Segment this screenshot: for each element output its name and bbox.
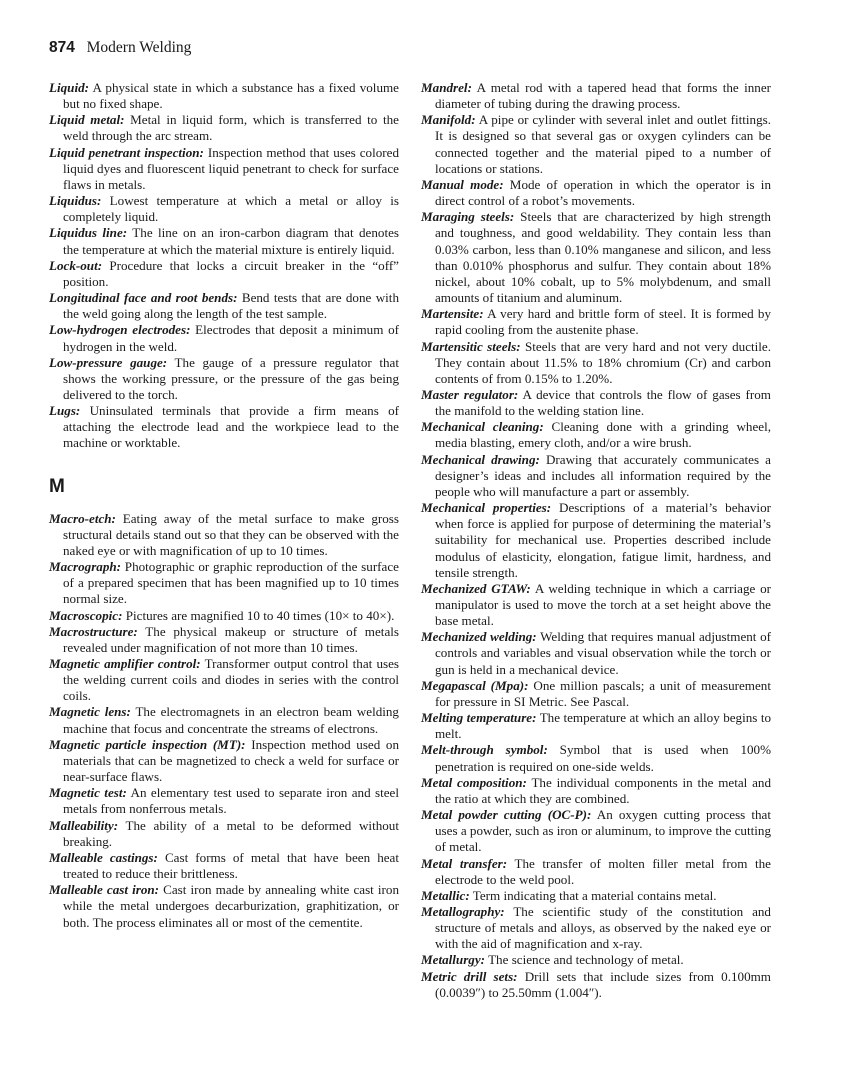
glossary-term: Magnetic particle inspection (MT): [49,736,246,752]
glossary-entry [421,629,771,677]
glossary-definition: A pipe or cylinder with several inlet and outlet fittings. It is designed so that several gas or oxygen cylinders can be connected together and the material piped to a number of locations or stations. [435,112,771,176]
glossary-term: Mechanical properties: [421,500,552,516]
glossary-definition: Uninsulated terminals that provide a firm means of attaching the electrode lead and the workpiece lead to the machine or worktable. [63,403,399,451]
glossary-definition: Descriptions of a material’s behavior when force is applied for purpose of determining the material’s suitability for mechanical use. Properties described include modulus of elasticity, elongation, fatigue limit, hardness, and tensile strength. [435,500,771,580]
glossary-term: Manifold: [421,112,476,128]
glossary-entry [49,290,399,322]
glossary-term: Liquid metal: [49,112,125,128]
glossary-entry [421,112,771,177]
glossary-entry [421,500,771,581]
glossary-definition: Eating away of the metal surface to make gross structural details stand out so that they can be observed with the naked eye or with magnification of up to 10 times. [63,510,399,558]
glossary-entry [421,856,771,888]
glossary-definition: Symbol that is used when 100% penetration is required on one-side welds. [435,742,771,774]
glossary-term: Metallography: [421,903,505,919]
glossary-term: Macroscopic: [49,607,123,623]
glossary-definition: Transformer output control that uses the welding current coils and diodes in series with the control coils. [63,656,399,704]
glossary-entry [49,403,399,451]
glossary-term: Metal powder cutting (OC-P): [421,807,592,823]
glossary-definition: Welding that requires manual adjustment of controls and variables and visual observation while the torch or gun is held in a mechanical device. [435,629,771,677]
glossary-definition: Photographic or graphic reproduction of the surface of a prepared specimen that has been magnified up to 10 times normal size. [63,559,399,607]
glossary-term: Malleable castings: [49,849,158,865]
glossary-entry [421,742,771,774]
glossary-entry [49,258,399,290]
glossary-entry [49,656,399,704]
glossary-entry [49,882,399,930]
glossary-definition: The physical makeup or structure of metals revealed under magnification of not more than 10 times. [63,623,399,655]
glossary-entry [421,177,771,209]
glossary-definition: An elementary test used to separate iron and steel metals from nonferrous metals. [63,785,399,817]
glossary-entry [49,785,399,817]
glossary-entry [49,818,399,850]
glossary-term: Master regulator: [421,386,519,402]
glossary-definition: Metal in liquid form, which is transferred to the weld through the arc stream. [63,112,399,144]
glossary-term: Macro-etch: [49,510,116,526]
glossary-term: Liquidus: [49,193,102,209]
glossary-definition: The science and technology of metal. [488,952,684,968]
glossary-term: Liquidus line: [49,225,128,241]
glossary-term: Macrograph: [49,559,122,575]
glossary-term: Mechanized GTAW: [421,580,531,596]
glossary-definition: Lowest temperature at which a metal or alloy is completely liquid. [63,193,399,225]
glossary-term: Low-pressure gauge: [49,354,168,370]
glossary-definition: One million pascals; a unit of measurement for pressure in SI Metric. See Pascal. [435,677,771,709]
glossary-entry [49,850,399,882]
glossary-entry [49,608,399,624]
glossary-term: Low-hydrogen electrodes: [49,322,191,338]
glossary-term: Longitudinal face and root bends: [49,290,238,306]
glossary-entry [421,387,771,419]
glossary-term: Mechanical cleaning: [421,419,544,435]
glossary-term: Metallurgy: [421,952,486,968]
glossary-definition: A metal rod with a tapered head that forms the inner diameter of tubing during the drawing process. [435,80,771,112]
glossary-definition: A device that controls the flow of gases from the manifold to the welding station line. [435,386,771,419]
glossary-definition: Procedure that locks a circuit breaker in the “off” position. [63,257,399,289]
glossary-definition: The temperature at which an alloy begins to melt. [435,710,772,742]
glossary-entry [49,624,399,656]
glossary-term: Megapascal (Mpa): [421,677,529,693]
glossary-entry [421,419,771,451]
glossary-entry [421,452,771,500]
glossary-list-m-continued [421,80,771,1001]
glossary-term: Lock-out: [49,257,103,273]
glossary-term: Magnetic lens: [49,704,131,720]
page-number: 874 [49,39,75,56]
glossary-entry [49,112,399,144]
glossary-term: Mandrel: [421,80,472,95]
glossary-term: Melting temperature: [421,710,537,726]
glossary-term: Lugs: [49,403,81,419]
glossary-definition: The line on an iron-carbon diagram that denotes the temperature at which the material mixture is entirely liquid. [63,225,400,257]
glossary-term: Metal composition: [421,774,527,790]
glossary-entry [49,511,399,559]
glossary-entry [49,225,399,257]
glossary-term: Metallic: [421,887,470,903]
glossary-entry [49,559,399,607]
glossary-definition: A physical state in which a substance has a fixed volume but no fixed shape. [63,80,399,112]
glossary-entry [421,209,771,306]
glossary-definition: The gauge of a pressure regulator that shows the working pressure, or the pressure of the gas being delivered to the torch. [63,354,399,402]
glossary-entry [421,807,771,855]
glossary-term: Metal transfer: [421,855,508,871]
glossary-list-l [49,80,399,452]
glossary-term: Magnetic amplifier control: [49,656,201,671]
glossary-definition: Drill sets that include sizes from 0.100mm (0.0039″) to 25.50mm (1.004″). [435,968,771,1000]
glossary-term: Mechanical drawing: [421,451,540,467]
glossary-term: Metric drill sets: [421,968,518,984]
glossary-entry [421,678,771,710]
glossary-definition: An oxygen cutting process that uses a powder, such as iron or aluminum, to improve the cutting of metal. [435,807,771,855]
glossary-definition: Cast iron made by annealing white cast iron while the metal undergoes decarburization, graphitization, or both. The process eliminates all or most of the cementite. [63,882,399,930]
glossary-definition: Electrodes that deposit a minimum of hydrogen in the weld. [63,322,399,354]
glossary-definition: The scientific study of the constitution and structure of metals and alloys, as observed by the naked eye or with the aid of magnification and x-ray. [435,903,771,952]
glossary-entry [421,969,771,1001]
glossary-definition: Drawing that accurately communicates a designer’s ideas and includes all information required by the people who will manufacture a part or assembly. [435,451,771,499]
running-title: Modern Welding [86,39,192,56]
glossary-definition: A very hard and brittle form of steel. It is formed by rapid cooling from the austenite phase. [435,306,771,338]
glossary-entry [421,952,771,968]
glossary-term: Martensite: [421,306,484,322]
glossary-entry [49,80,399,112]
glossary-definition: Term indicating that a material contains metal. [472,887,717,903]
glossary-term: Manual mode: [421,176,504,192]
glossary-term: Melt-through symbol: [421,742,548,758]
glossary-entry [49,322,399,354]
glossary-entry [49,704,399,736]
glossary-term: Mechanized welding: [421,629,537,645]
glossary-term: Maraging steels: [421,209,515,225]
glossary-term: Liquid: [49,80,90,95]
glossary-entry [421,775,771,807]
glossary-definition: Bend tests that are done with the weld going along the length of the test sample. [63,290,399,322]
glossary-definition: The individual components in the metal and the ratio at which they are combined. [435,774,771,806]
glossary-entry [421,710,771,742]
glossary-entry [421,306,771,338]
glossary-entry [49,355,399,403]
glossary-definition: The transfer of molten filler metal from the electrode to the weld pool. [435,855,771,887]
glossary-definition: Mode of operation in which the operator is in direct control of a robot’s movements. [435,176,771,209]
glossary-list-m [49,511,399,931]
glossary-entry [49,193,399,225]
glossary-definition: Cast forms of metal that have been heat treated to reduce their brittleness. [63,849,400,882]
glossary-term: Martensitic steels: [421,338,521,354]
glossary-entry [421,80,771,112]
glossary-entry [421,904,771,952]
glossary-term: Malleability: [49,817,119,833]
glossary-entry [421,581,771,629]
right-column [421,80,771,1001]
glossary-entry [49,145,399,193]
glossary-definition: The electromagnets in an electron beam welding machine that focus and concentrate the streams of electrons. [63,704,399,736]
glossary-definition: Pictures are magnified 10 to 40 times (10× to 40×). [125,607,395,623]
glossary-definition: The ability of a metal to be deformed without breaking. [63,817,399,849]
glossary-term: Malleable cast iron: [49,882,160,898]
glossary-definition: Steels that are very hard and not very ductile. They contain about 11.5% to 18% chromium (Cr) and carbon contents of from 0.15% to 1.20%. [435,338,772,386]
glossary-definition: A welding technique in which a carriage or manipulator is used to move the torch at a set height above the base metal. [435,580,771,629]
page-header [49,38,191,58]
left-column [49,80,399,931]
glossary-term: Macrostructure: [49,623,138,639]
glossary-entry [421,888,771,904]
glossary-entry [49,737,399,785]
glossary-term: Liquid penetrant inspection: [49,144,204,160]
glossary-definition: Cleaning done with a grinding wheel, media blasting, emery cloth, and/or a wire brush. [435,419,772,451]
glossary-definition: Inspection method that uses colored liquid dyes and fluorescent liquid penetrant to check for surface flaws in metals. [63,144,399,192]
glossary-term: Magnetic test: [49,785,127,801]
glossary-definition: Inspection method used on materials that can be magnetized to check a weld for surface or near-surface flaws. [63,736,400,785]
section-letter-m: M [49,475,65,497]
glossary-entry [421,339,771,387]
glossary-definition: Steels that are characterized by high strength and toughness, and good weldability. They contain less than 0.03% carbon, less than 0.10% manganese and silicon, and less than 0.010% phosphorus and sulfur. They contain about 18% nickel, about 10% cobalt, up to 5% molybdenum, and small amounts of titanium and aluminum. [435,209,771,306]
